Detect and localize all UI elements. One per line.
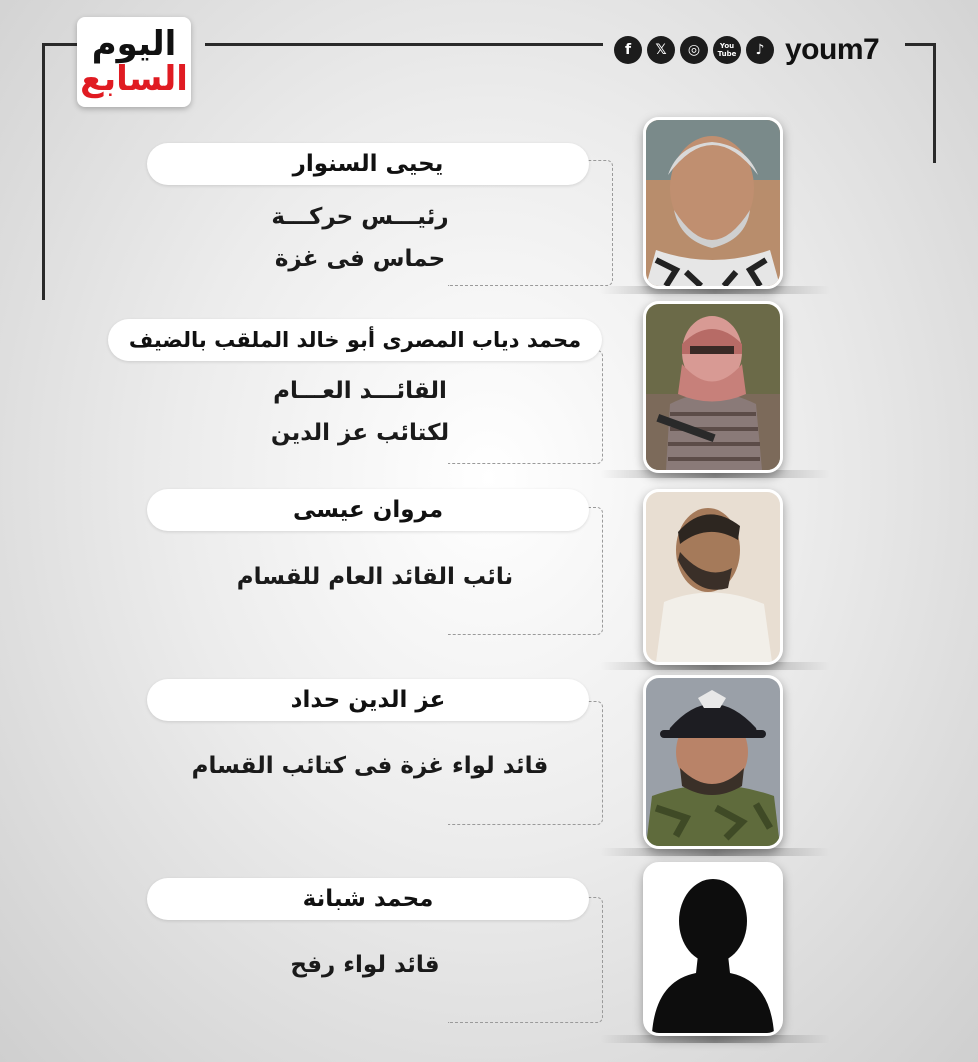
person-title-line1: قائد لواء رفح xyxy=(290,952,440,978)
frame-right xyxy=(933,43,936,163)
social-links xyxy=(614,33,879,67)
person-name-pill: عز الدين حداد xyxy=(147,679,589,721)
person-photo xyxy=(643,117,783,289)
frame-top-mid xyxy=(205,43,603,46)
person-title-line2: لكتائب عز الدين xyxy=(270,420,450,446)
facebook-icon[interactable]: f xyxy=(614,36,642,64)
person-title xyxy=(200,196,520,280)
brand-text[interactable]: youm7 xyxy=(785,33,880,66)
person-name-pill: مروان عيسى xyxy=(147,489,589,531)
person-photo xyxy=(643,675,783,849)
frame-top-left xyxy=(42,43,77,46)
person-title-line1: القائـــد العـــام xyxy=(273,378,447,404)
x-icon[interactable]: 𝕏 xyxy=(647,36,675,64)
person-title xyxy=(180,556,570,598)
frame-top-right xyxy=(905,43,936,46)
logo-text-line1: اليوم xyxy=(91,24,177,64)
person-title-line1: قائد لواء غزة فى كتائب القسام xyxy=(191,753,549,779)
person-photo xyxy=(643,489,783,665)
photo-shadow xyxy=(600,848,830,856)
instagram-icon[interactable]: ◎ xyxy=(680,36,708,64)
person-title xyxy=(160,745,580,787)
youm7-logo[interactable] xyxy=(77,17,191,107)
tiktok-icon[interactable]: ♪ xyxy=(746,36,774,64)
person-photo xyxy=(643,301,783,473)
frame-left xyxy=(42,43,45,300)
logo-text-line2: السابع xyxy=(80,59,188,99)
youtube-icon[interactable]: You Tube xyxy=(713,36,741,64)
person-name-pill: يحيى السنوار xyxy=(147,143,589,185)
person-name-pill: محمد شبانة xyxy=(147,878,589,920)
person-title-line1: نائب القائد العام للقسام xyxy=(236,564,514,590)
person-title-line2: حماس فى غزة xyxy=(274,246,446,272)
person-title xyxy=(210,370,510,454)
person-title xyxy=(220,944,510,986)
person-name-pill: محمد دياب المصرى أبو خالد الملقب بالضيف xyxy=(108,319,602,361)
person-silhouette-icon xyxy=(643,862,783,1036)
photo-shadow xyxy=(600,1035,830,1043)
person-title-line1: رئيـــس حركـــة xyxy=(271,204,449,230)
